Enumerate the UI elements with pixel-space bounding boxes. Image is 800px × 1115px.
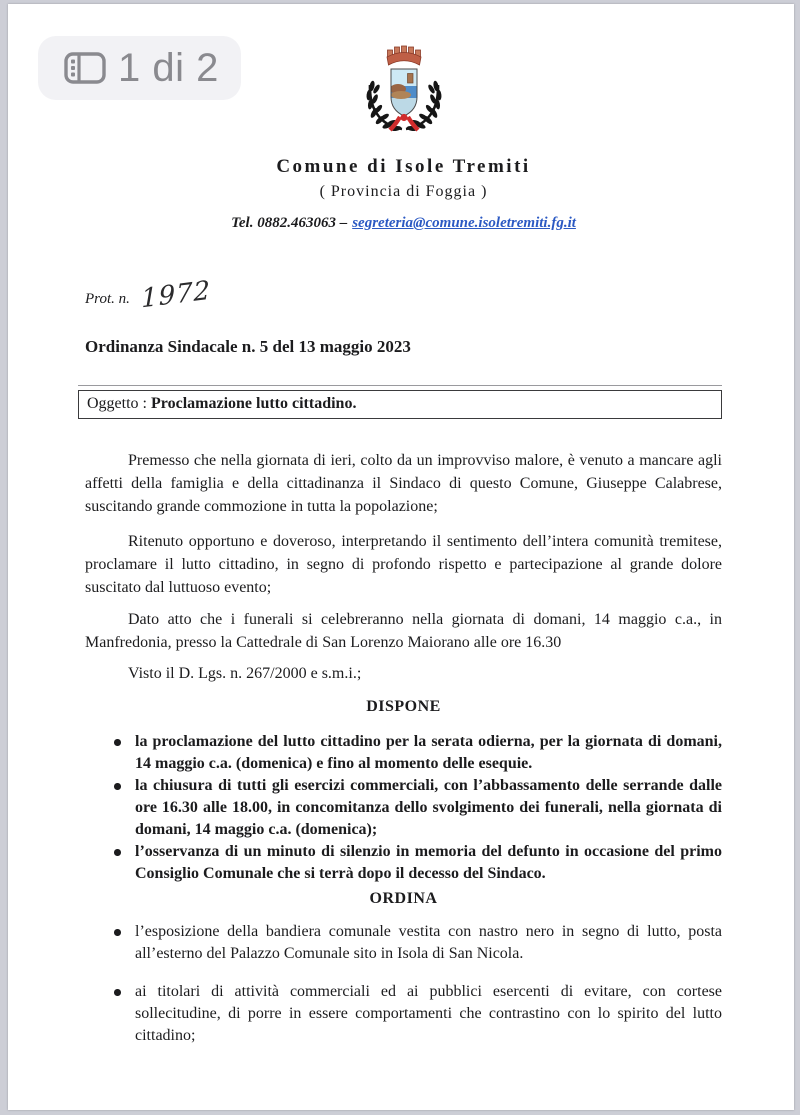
- ordina-list: [85, 921, 722, 1047]
- ribbon: [390, 114, 418, 130]
- mural-crown: [387, 46, 421, 65]
- subject-box: [78, 390, 722, 419]
- page-indicator-badge[interactable]: [38, 36, 241, 100]
- email-link[interactable]: segreteria@comune.isoletremiti.fg.it: [352, 215, 576, 231]
- subject-label: Oggetto :: [87, 395, 147, 412]
- contact-line: [85, 213, 722, 233]
- page-thumbnails-icon: [64, 52, 106, 84]
- phone-text: Tel. 0882.463063 –: [231, 215, 348, 231]
- protocol-label: Prot. n.: [85, 291, 130, 307]
- body-paragraph-premesso: Premesso che nella giornata di ieri, colto da un improvviso malore, è venuto a mancare agli affetti della famiglia e della cittadinanza il Sindaco di questo Comune, Giuseppe Calabrese, suscitando grande commozione in tutta la popolazione;: [85, 452, 722, 515]
- ordina-item: l’esposizione della bandiera comunale vestita con nastro nero in segno di lutto, posta all’esterno del Palazzo Comunale sito in Isola di San Nicola.: [112, 921, 722, 965]
- body-paragraph-dato-atto: Dato atto che i funerali si celebreranno nella giornata di domani, 14 maggio c.a., in Manfredonia, presso la Cattedrale di San Lorenzo Maiorano alle ore 16.30: [85, 611, 722, 651]
- ordinance-title: Ordinanza Sindacale n. 5 del 13 maggio 2023: [85, 337, 411, 356]
- page-indicator-label: 1 di 2: [118, 46, 219, 90]
- protocol-line: [85, 275, 722, 315]
- municipal-coat-of-arms: [354, 25, 454, 137]
- protocol-number-handwritten: 1972: [140, 275, 211, 315]
- dispone-heading: DISPONE: [366, 698, 441, 715]
- dispone-item: la proclamazione del lutto cittadino per la serata odierna, per la giornata di domani, 14 maggio c.a. (domenica) e fino al momento delle esequie.: [112, 731, 722, 775]
- subject-text: Proclamazione lutto cittadino.: [151, 395, 357, 412]
- municipality-name: Comune di Isole Tremiti: [276, 156, 531, 177]
- shield: [390, 69, 417, 118]
- province-line: ( Provincia di Foggia ): [319, 183, 488, 200]
- ordina-heading: ORDINA: [369, 890, 438, 907]
- dispone-list: [85, 731, 722, 885]
- body-paragraph-visto: Visto il D. Lgs. n. 267/2000 e s.m.i.;: [128, 665, 362, 682]
- dispone-item: l’osservanza di un minuto di silenzio in memoria del defunto in occasione del primo Consiglio Comunale che si terrà dopo il decesso del Sindaco.: [112, 841, 722, 885]
- dispone-item: la chiusura di tutti gli esercizi commerciali, con l’abbassamento delle serrande dalle ore 16.30 alle 18.00, in concomitanza dello svolgimento dei funerali, nella giornata di domani, 14 maggio c.a. (domenica);: [112, 775, 722, 841]
- body-paragraph-ritenuto: Ritenuto opportuno e doveroso, interpretando il sentimento dell’intera comunità tremitese, proclamare il lutto cittadino, in segno di profondo rispetto e partecipazione al grande dolore suscitato dal luttuoso evento;: [85, 533, 722, 596]
- document-page: [8, 4, 794, 1110]
- ordina-item: ai titolari di attività commerciali ed ai pubblici esercenti di evitare, con cortese sollecitudine, di porre in essere comportamenti che contrastino con lo spirito del lutto cittadino;: [112, 981, 722, 1047]
